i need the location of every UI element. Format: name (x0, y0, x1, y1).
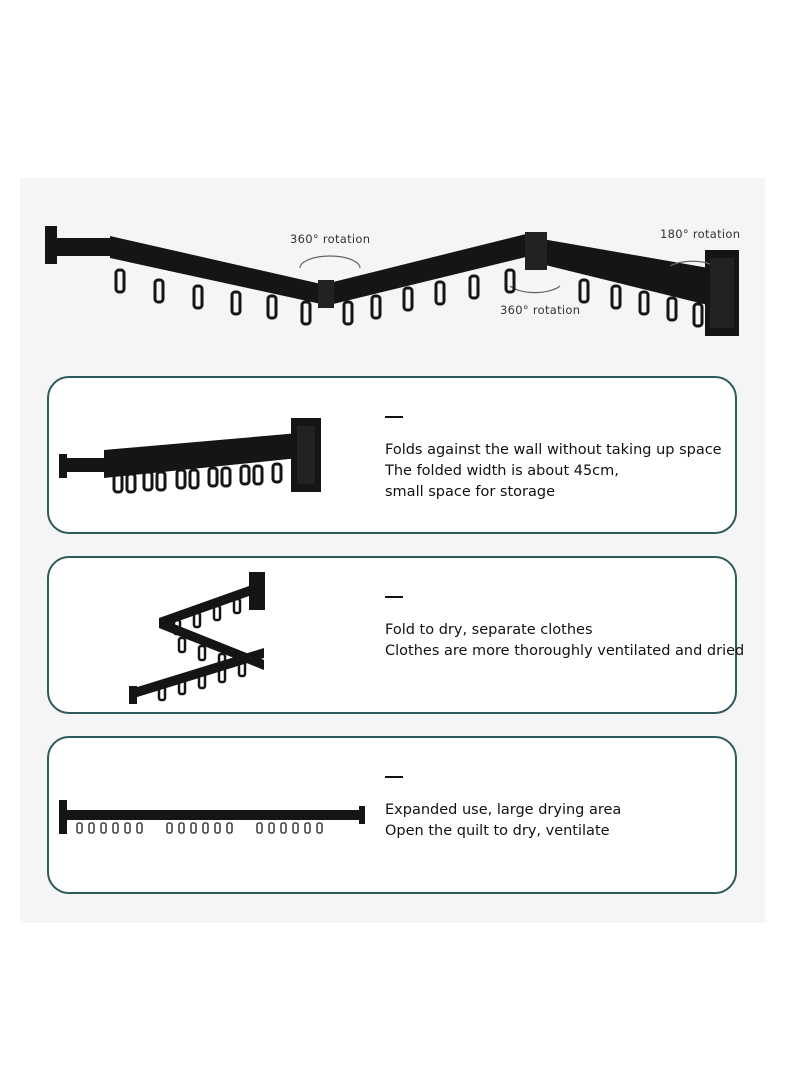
feature-text (385, 440, 722, 503)
feature-line: Clothes are more thoroughly ventilated and dried (385, 643, 745, 659)
rotation-label: 360° rotation (290, 232, 371, 246)
folded-rack-illustration (59, 388, 379, 524)
rack-segment (110, 236, 330, 306)
feature-line: The folded width is about 45cm, (385, 463, 619, 479)
expanded-rack-illustration (59, 748, 379, 884)
rack-inner-rod (55, 238, 115, 256)
product-panel (20, 178, 765, 923)
section-dash (385, 416, 403, 418)
feature-line: small space for storage (385, 484, 556, 500)
feature-text (385, 620, 744, 662)
section-dash (385, 596, 403, 598)
feature-card-expanded (47, 736, 737, 894)
feature-line: Open the quilt to dry, ventilate (385, 823, 610, 839)
rotation-label: 180° rotation (660, 227, 741, 241)
feature-card-folded (47, 376, 737, 534)
feature-text (385, 800, 621, 842)
rotation-label: 360° rotation (500, 303, 581, 317)
rack-joint (318, 280, 334, 308)
feature-card-zigzag (47, 556, 745, 714)
rack-segment (525, 236, 720, 308)
section-dash (385, 776, 403, 778)
rack-hero-illustration (20, 178, 765, 368)
rack-joint (525, 232, 547, 270)
feature-line: Expanded use, large drying area (385, 802, 622, 818)
feature-line: Fold to dry, separate clothes (385, 622, 593, 638)
zigzag-rack-illustration (59, 568, 379, 704)
feature-line: Folds against the wall without taking up space (385, 442, 722, 458)
